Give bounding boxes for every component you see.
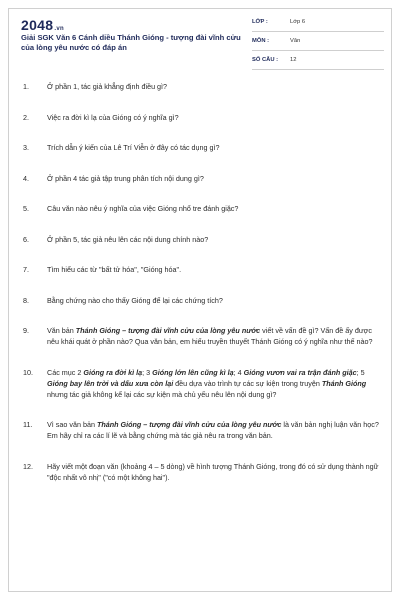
question-text-run: ; 4 bbox=[233, 367, 244, 377]
question-number: 10. bbox=[23, 367, 33, 377]
question-text-run: Ở phần 4 tác giả tập trung phân tích nội dung gì? bbox=[47, 173, 204, 183]
question-emphasis: Thánh Gióng bbox=[321, 378, 367, 388]
document-page bbox=[8, 8, 392, 592]
question-number: 4. bbox=[23, 173, 29, 183]
question-text bbox=[47, 82, 167, 91]
question-item bbox=[23, 112, 379, 123]
question-text bbox=[47, 204, 238, 213]
question-text bbox=[47, 326, 372, 346]
question-text bbox=[47, 265, 181, 274]
question-text-run: Bằng chứng nào cho thấy Gióng để lại các chứng tích? bbox=[47, 295, 223, 305]
meta-row-grade bbox=[252, 17, 384, 32]
question-text-run: đều dựa vào trình tự các sự kiện trong truyện bbox=[173, 378, 322, 388]
question-number: 11. bbox=[23, 420, 33, 429]
question-text-run: Việc ra đời kì lạ của Gióng có ý nghĩa gì? bbox=[47, 112, 179, 122]
question-emphasis: Gióng lớn lên cũng kì lạ bbox=[152, 367, 234, 377]
meta-row-subject bbox=[252, 36, 384, 51]
question-text-run: Câu văn nào nêu ý nghĩa của việc Gióng nhổ tre đánh giặc? bbox=[47, 204, 239, 213]
question-text bbox=[47, 113, 179, 122]
question-item bbox=[23, 264, 379, 275]
question-emphasis: Gióng vươn vai ra trận đánh giặc bbox=[243, 367, 357, 377]
question-emphasis: Gióng ra đời kì lạ bbox=[83, 367, 143, 377]
question-number: 1. bbox=[23, 82, 29, 91]
document-header bbox=[9, 9, 391, 65]
question-emphasis: Gióng bay lên trời và dấu xưa còn lại bbox=[47, 378, 174, 388]
question-text-run: ; 3 bbox=[142, 367, 153, 377]
question-number: 12. bbox=[23, 461, 33, 471]
question-text-run: Trích dẫn ý kiến của Lê Trí Viễn ở đây có tác dụng gì? bbox=[47, 143, 220, 152]
question-text-run: Văn bản bbox=[47, 326, 76, 335]
question-emphasis: Thánh Gióng – tượng đài vĩnh cửu của lòng yêu nước bbox=[75, 326, 261, 335]
meta-row-count bbox=[252, 55, 384, 70]
question-text-run: Ở phần 1, tác giả khẳng định điều gì? bbox=[47, 82, 168, 91]
question-number: 8. bbox=[23, 295, 29, 305]
question-text-run: Vì sao văn bản bbox=[47, 420, 97, 429]
question-text bbox=[47, 368, 366, 399]
question-number: 3. bbox=[23, 143, 29, 152]
question-number: 7. bbox=[23, 265, 29, 274]
question-list bbox=[23, 81, 379, 483]
question-text bbox=[47, 462, 379, 482]
question-number: 6. bbox=[23, 234, 29, 244]
question-item bbox=[23, 325, 379, 347]
meta-value: Văn bbox=[290, 38, 301, 44]
question-text-run: Tìm hiểu các từ "bất tử hóa", "Gióng hóa". bbox=[47, 265, 182, 274]
question-text-run: ; 5 bbox=[356, 367, 365, 377]
question-text bbox=[47, 174, 204, 183]
meta-value: 12 bbox=[290, 57, 297, 63]
meta-label: MÔN : bbox=[252, 38, 270, 44]
question-item bbox=[23, 295, 379, 306]
question-text-run: là văn bản nghị luận văn học? Em hãy chỉ ra các lí lẽ và bằng chứng mà tác giả nêu ra trong văn bản. bbox=[47, 420, 379, 440]
question-text-run: Ở phần 5, tác giả nêu lên các nội dung chính nào? bbox=[47, 234, 209, 244]
question-text-run: Các mục 2 bbox=[47, 367, 84, 377]
question-text-run: viết về vấn đề gì? Vấn đề ấy được nêu khái quát ở phần nào? Qua văn bản, em hiểu truyền thuyết Thánh Gióng có ý nghĩa như thế nào? bbox=[47, 326, 373, 346]
question-item bbox=[23, 419, 379, 441]
document-title: Giải SGK Văn 6 Cánh diều Thánh Gióng - tượng đài vĩnh cửu của lòng yêu nước có đáp án bbox=[21, 33, 241, 52]
question-item bbox=[23, 203, 379, 214]
question-item bbox=[23, 81, 379, 92]
meta-panel bbox=[252, 17, 384, 74]
question-number: 5. bbox=[23, 204, 29, 213]
question-item bbox=[23, 367, 379, 400]
question-item bbox=[23, 173, 379, 184]
question-emphasis: Thánh Gióng – tượng đài vĩnh cửu của lòng yêu nước bbox=[96, 420, 282, 429]
logo-main-text: 2048 bbox=[21, 17, 54, 33]
meta-label: SỐ CÂU : bbox=[252, 57, 279, 63]
question-item bbox=[23, 234, 379, 245]
question-number: 2. bbox=[23, 112, 29, 122]
question-item bbox=[23, 142, 379, 153]
meta-value: Lớp 6 bbox=[290, 19, 306, 25]
question-text bbox=[47, 420, 379, 440]
question-text-run: nhưng tác giả không kể lại các sự kiện mà chủ yếu nêu lên nội dung gì? bbox=[47, 389, 277, 399]
question-text bbox=[47, 235, 208, 244]
meta-label: LỚP : bbox=[252, 19, 268, 25]
question-item bbox=[23, 461, 379, 483]
question-number: 9. bbox=[23, 326, 29, 335]
logo-sub-text: .vn bbox=[54, 26, 64, 32]
question-text-run: Hãy viết một đoạn văn (khoảng 4 – 5 dòng) về hình tượng Thánh Gióng, trong đó có sử dụng thành ngữ "độc nhất vô nhị" ("có một không hai"). bbox=[47, 461, 379, 482]
question-text bbox=[47, 296, 223, 305]
question-text bbox=[47, 143, 220, 152]
